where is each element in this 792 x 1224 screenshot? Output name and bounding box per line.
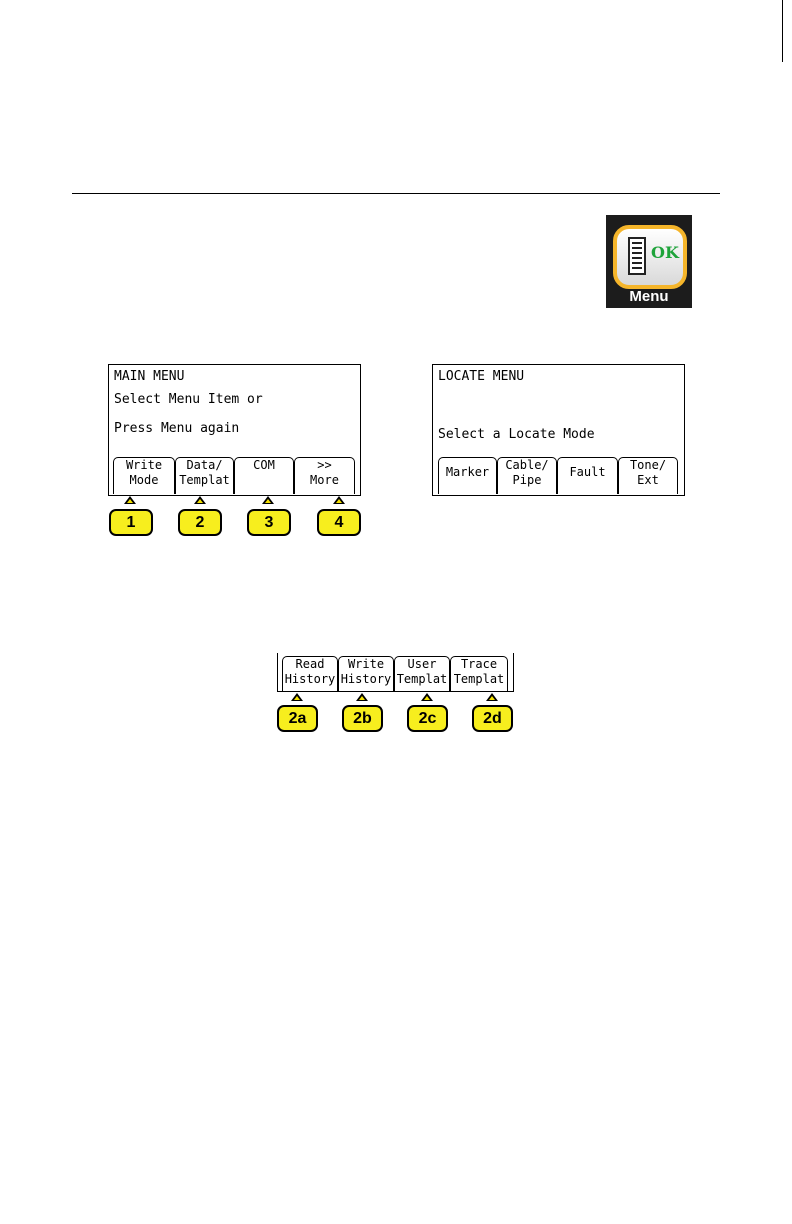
badge-2c: 2c	[407, 705, 448, 732]
main-menu-prompt-1: Select Menu Item or	[114, 392, 263, 407]
softkey-write-mode[interactable]: Write Mode	[113, 457, 175, 494]
menu-document-icon	[628, 237, 646, 275]
pointer-1	[124, 496, 136, 504]
section-divider	[72, 193, 720, 194]
margin-line	[782, 0, 783, 62]
softkey-tone-ext[interactable]: Tone/ Ext	[618, 457, 678, 494]
softkey-user-templat[interactable]: User Templat	[394, 656, 450, 691]
locate-menu-prompt: Select a Locate Mode	[438, 427, 595, 442]
pointer-2	[194, 496, 206, 504]
pointer-2d	[486, 693, 498, 701]
badge-2: 2	[178, 509, 222, 536]
menu-key-face	[613, 225, 687, 289]
menu-key[interactable]	[606, 215, 692, 308]
badge-1: 1	[109, 509, 153, 536]
main-menu-screen	[108, 364, 361, 496]
pointer-2b	[356, 693, 368, 701]
data-submenu-softkeys	[282, 656, 508, 691]
locate-menu-title: LOCATE MENU	[438, 369, 525, 384]
ok-text: OK	[651, 243, 679, 262]
badge-2a: 2a	[277, 705, 318, 732]
softkey-more[interactable]: >> More	[294, 457, 355, 494]
pointer-3	[262, 496, 274, 504]
pointer-4	[333, 496, 345, 504]
softkey-com[interactable]: COM	[234, 457, 294, 494]
locate-menu-screen	[432, 364, 685, 496]
badge-3: 3	[247, 509, 291, 536]
softkey-fault[interactable]: Fault	[557, 457, 618, 494]
softkey-write-history[interactable]: Write History	[338, 656, 394, 691]
softkey-read-history[interactable]: Read History	[282, 656, 338, 691]
softkey-marker[interactable]: Marker	[438, 457, 497, 494]
softkey-cable-pipe[interactable]: Cable/ Pipe	[497, 457, 557, 494]
main-menu-prompt-2: Press Menu again	[114, 421, 240, 436]
pointer-2a	[291, 693, 303, 701]
badge-4: 4	[317, 509, 361, 536]
main-menu-title: MAIN MENU	[114, 369, 185, 384]
softkey-data-templat[interactable]: Data/ Templat	[175, 457, 234, 494]
pointer-2c	[421, 693, 433, 701]
menu-key-label: Menu	[629, 288, 669, 305]
badge-2b: 2b	[342, 705, 383, 732]
softkey-trace-templat[interactable]: Trace Templat	[450, 656, 508, 691]
main-menu-softkeys	[113, 457, 355, 494]
badge-2d: 2d	[472, 705, 513, 732]
locate-menu-softkeys	[438, 457, 678, 494]
